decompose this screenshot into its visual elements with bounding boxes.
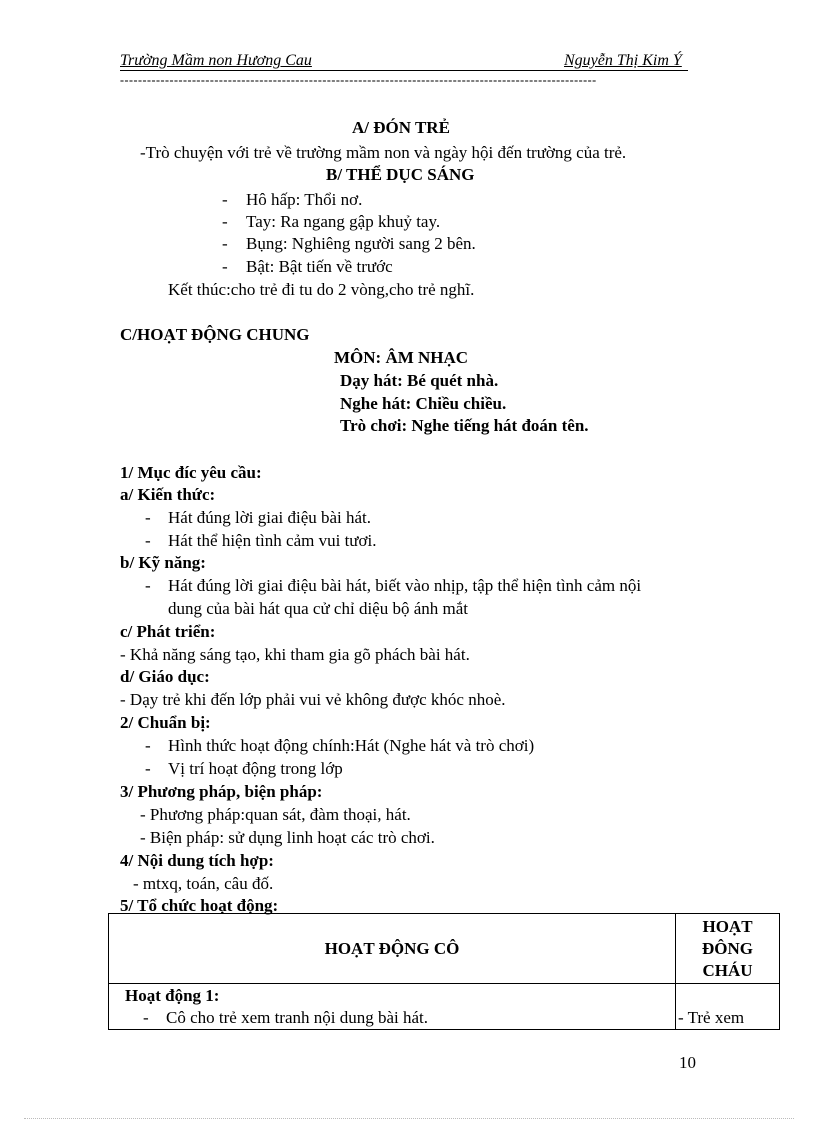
bullet: - (222, 212, 228, 231)
bullet: - (145, 736, 151, 755)
section-a-text: -Trò chuyện với trẻ về trường mầm non và ngày hội đến trường của trẻ. (140, 143, 627, 162)
integration-title: 4/ Nội dung tích hợp: (120, 851, 274, 870)
bullet: - (145, 759, 151, 778)
subject-title: MÔN: ÂM NHẠC (334, 348, 469, 367)
exercise-ending: Kết thúc:cho trẻ đi tu do 2 vòng,cho trẻ nghĩ. (168, 280, 475, 299)
child-activity-header: HOẠT ĐÔNG CHÁU (676, 914, 780, 984)
header-rule (120, 70, 688, 71)
teacher-activity-header: HOẠT ĐỘNG CÔ (109, 914, 676, 984)
activity-table (108, 913, 780, 1030)
section-b-title: B/ THỂ DỤC SÁNG (326, 165, 475, 184)
exercise-item: Bật: Bật tiến về trước (246, 257, 393, 276)
skills-line-2: dung của bài hát qua cử chỉ diệu bộ ánh mắt (168, 599, 469, 618)
bullet: - (222, 257, 228, 276)
header-teacher: Nguyễn Thị Kim Ý (564, 52, 682, 69)
bullet: - (143, 1008, 149, 1027)
exercise-item: Hô hấp: Thổi nơ. (246, 190, 363, 209)
exercise-item: Bụng: Nghiêng người sang 2 bên. (246, 234, 476, 253)
develop-text: - Khả năng sáng tạo, khi tham gia gõ phách bài hát. (120, 645, 470, 664)
activity-1-title: Hoạt động 1: (125, 986, 220, 1005)
bullet: - (145, 576, 151, 595)
table-row (109, 984, 780, 1030)
header-school: Trường Mầm non Hương Cau (120, 52, 312, 69)
skills-title: b/ Kỹ năng: (120, 553, 206, 572)
develop-title: c/ Phát triển: (120, 622, 216, 641)
section-a-title: A/ ĐÓN TRẺ (352, 118, 450, 137)
footer-rule (24, 1118, 794, 1119)
activity-1-item: Cô cho trẻ xem tranh nội dung bài hát. (166, 1008, 429, 1027)
teach-song: Dạy hát: Bé quét nhà. (340, 371, 499, 390)
organize-title: 5/ Tổ chức hoạt động: (120, 896, 279, 915)
knowledge-item: Hát đúng lời giai điệu bài hát. (168, 508, 372, 527)
bullet: - (222, 234, 228, 253)
child-activity-cell (676, 984, 780, 1030)
skills-line-1: Hát đúng lời giai điệu bài hát, biết vào nhịp, tập thể hiện tình cảm nội (168, 576, 642, 595)
section-c-title: C/HOẠT ĐỘNG CHUNG (120, 325, 310, 344)
exercise-item: Tay: Ra ngang gập khuỷ tay. (246, 212, 441, 231)
table-header-row (109, 914, 780, 984)
methods-item: - Biện pháp: sử dụng linh hoạt các trò chơi. (140, 828, 435, 847)
integration-text: - mtxq, toán, câu đố. (133, 874, 274, 893)
teacher-activity-cell (109, 984, 676, 1030)
educate-text: - Dạy trẻ khi đến lớp phải vui vẻ không được khóc nhoè. (120, 690, 506, 709)
prepare-title: 2/ Chuẩn bị: (120, 713, 211, 732)
methods-title: 3/ Phương pháp, biện pháp: (120, 782, 323, 801)
prepare-item: Hình thức hoạt động chính:Hát (Nghe hát và trò chơi) (168, 736, 535, 755)
knowledge-item: Hát thể hiện tình cảm vui tươi. (168, 531, 377, 550)
methods-item: - Phương pháp:quan sát, đàm thoại, hát. (140, 805, 411, 824)
child-activity-text: - Trẻ xem (678, 1008, 745, 1027)
prepare-item: Vị trí hoạt động trong lớp (168, 759, 343, 778)
page-number: 10 (679, 1053, 696, 1072)
bullet: - (222, 190, 228, 209)
listen-song: Nghe hát: Chiều chiều. (340, 394, 507, 413)
game-title: Trò chơi: Nghe tiếng hát đoán tên. (340, 416, 589, 435)
header-dash-line: ---------------------------------------------------------------------------------------------------------- (120, 73, 597, 83)
knowledge-title: a/ Kiến thức: (120, 485, 216, 504)
bullet: - (145, 531, 151, 550)
bullet: - (145, 508, 151, 527)
educate-title: d/ Giáo dục: (120, 667, 210, 686)
goals-title: 1/ Mục đíc yêu cầu: (120, 463, 262, 482)
